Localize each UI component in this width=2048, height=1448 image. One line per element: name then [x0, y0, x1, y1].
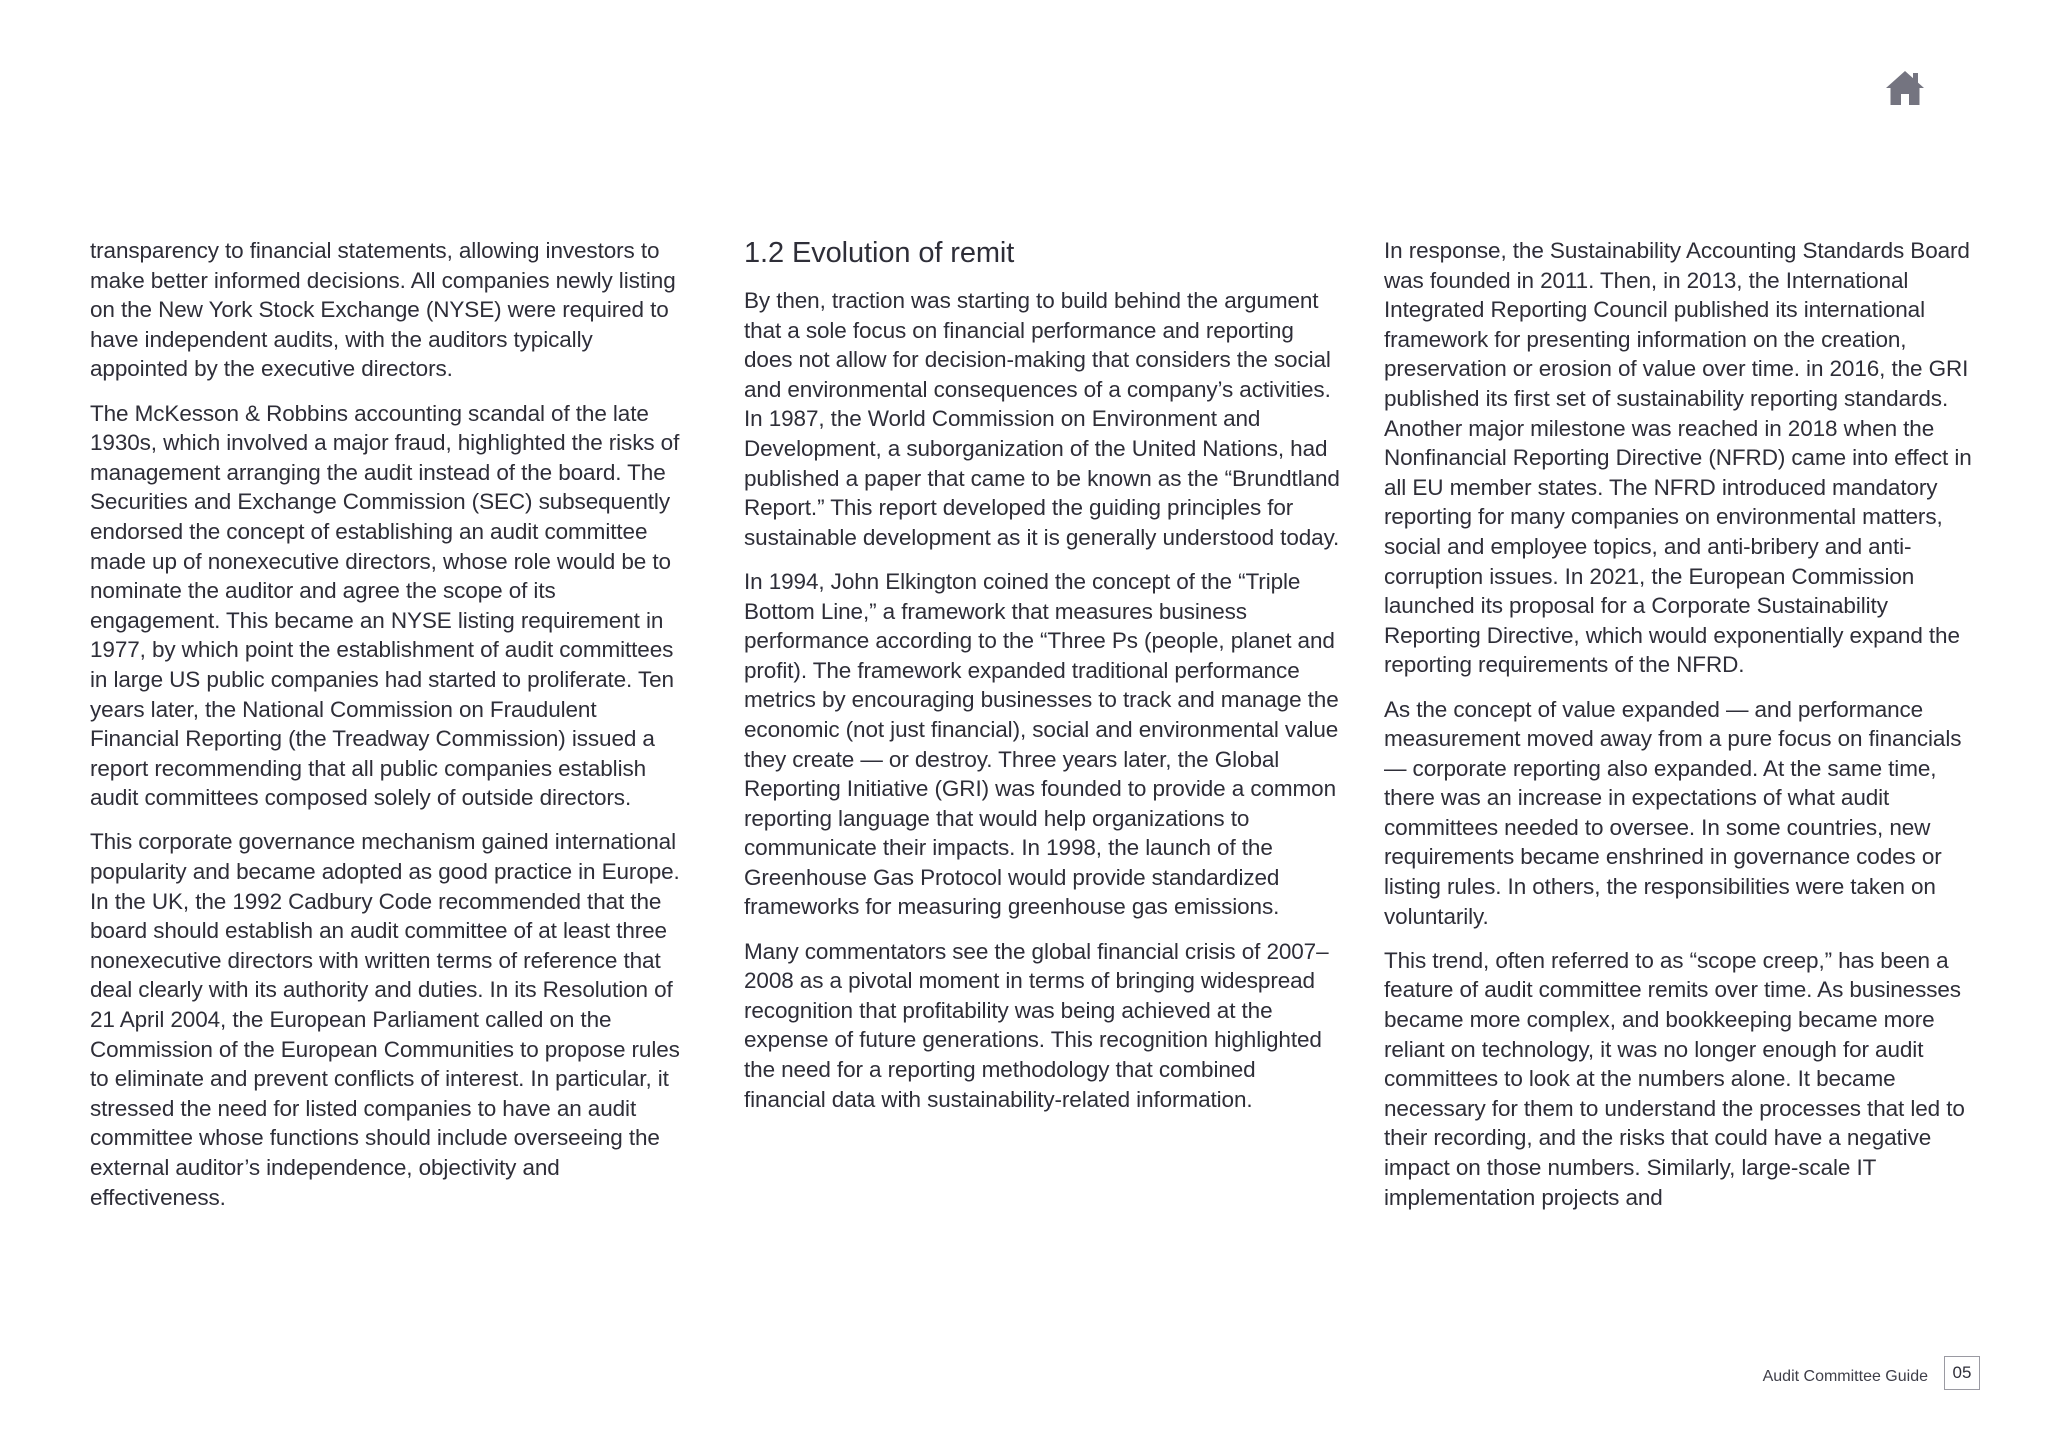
page-number: 05 [1944, 1356, 1980, 1390]
paragraph: In response, the Sustainability Accounting Standards Board was founded in 2011. Then, in 2013, the International Integrated Reporting Council published its international framework for presenting information on the creation, preservation or erosion of value over time. in 2016, the GRI published its first set of sustainability reporting standards. Another major milestone was reached in 2018 when the Nonfinancial Reporting Directive (NFRD) came into effect in all EU member states. The NFRD introduced mandatory reporting for many companies on environmental matters, social and employee topics, and anti-bribery and anti-corruption issues. In 2021, the European Commission launched its proposal for a Corporate Sustainability Reporting Directive, which would exponentially expand the reporting requirements of the NFRD. [1384, 238, 1972, 678]
paragraph: This trend, often referred to as “scope creep,” has been a feature of audit committee remits over time. As businesses became more complex, and bookkeeping became more reliant on technology, it was no longer enough for audit committees to look at the numbers alone. It became necessary for them to understand the processes that led to their recording, and the risks that could have a negative impact on those numbers. Similarly, large-scale IT implementation projects and [1384, 947, 1965, 1210]
paragraph: This corporate governance mechanism gained international popularity and became adopted as good practice in Europe. In the UK, the 1992 Cadbury Code recommended that the board should establish an audit committee of at least three nonexecutive directors with written terms of reference that deal clearly with its authority and duties. In its Resolution of 21 April 2004, the European Parliament called on the Commission of the European Communities to propose rules to eliminate and prevent conflicts of interest. In particular, it stressed the need for listed companies to have an audit committee whose functions should include overseeing the external auditor’s independence, objectivity and effectiveness. [90, 829, 680, 1210]
paragraph: As the concept of value expanded — and performance measurement moved away from a pure focus on financials — corporate reporting also expanded. At the same time, there was an increase in expectations of what audit committees needed to oversee. In some countries, new requirements became enshrined in governance codes or listing rules. In others, the responsibilities were taken on voluntarily. [1384, 696, 1962, 929]
text-column-3 [1384, 236, 1984, 1227]
text-column-2 [744, 236, 1340, 1129]
text-column-1 [90, 236, 690, 1227]
document-title: Audit Committee Guide [1762, 1368, 1928, 1385]
home-button[interactable] [1884, 68, 1926, 108]
section-heading: 1.2 Evolution of remit [744, 237, 1015, 269]
paragraph: The McKesson & Robbins accounting scandal of the late 1930s, which involved a major fraud, highlighted the risks of management arranging the audit instead of the board. The Securities and Exchange Commission (SEC) subsequently endorsed the concept of establishing an audit committee made up of nonexecutive directors, whose role would be to nominate the auditor and agree the scope of its engagement. This became an NYSE listing requirement in 1977, by which point the establishment of audit committees in large US public companies had started to proliferate. Ten years later, the National Commission on Fraudulent Financial Reporting (the Treadway Commission) issued a report recommending that all public companies establish audit committees composed solely of outside directors. [90, 400, 680, 811]
paragraph: By then, traction was starting to build behind the argument that a sole focus on financial performance and reporting does not allow for decision-making that considers the social and environmental consequences of a company’s activities. In 1987, the World Commission on Environment and Development, a suborganization of the United Nations, had published a paper that came to be known as the “Brundtland Report.” This report developed the guiding principles for sustainable development as it is generally understood today. [744, 288, 1340, 550]
home-icon [1884, 68, 1926, 108]
paragraph: In 1994, John Elkington coined the concept of the “Triple Bottom Line,” a framework that measures business performance according to the “Three Ps (people, planet and profit). The framework expanded traditional performance metrics by encouraging businesses to track and manage the economic (not just financial), social and environmental value they create — or destroy. Three years later, the Global Reporting Initiative (GRI) was founded to provide a common reporting language that would help organizations to communicate their impacts. In 1998, the launch of the Greenhouse Gas Protocol would provide standardized frameworks for measuring greenhouse gas emissions. [744, 568, 1339, 920]
paragraph: Many commentators see the global financial crisis of 2007–2008 as a pivotal moment in terms of bringing widespread recognition that profitability was being achieved at the expense of future generations. This recognition highlighted the need for a reporting methodology that combined financial data with sustainability-related information. [744, 938, 1329, 1112]
paragraph: transparency to financial statements, allowing investors to make better informed decisions. All companies newly listing on the New York Stock Exchange (NYSE) were required to have independent audits, with the auditors typically appointed by the executive directors. [90, 238, 676, 382]
page-footer [1763, 1356, 1980, 1390]
